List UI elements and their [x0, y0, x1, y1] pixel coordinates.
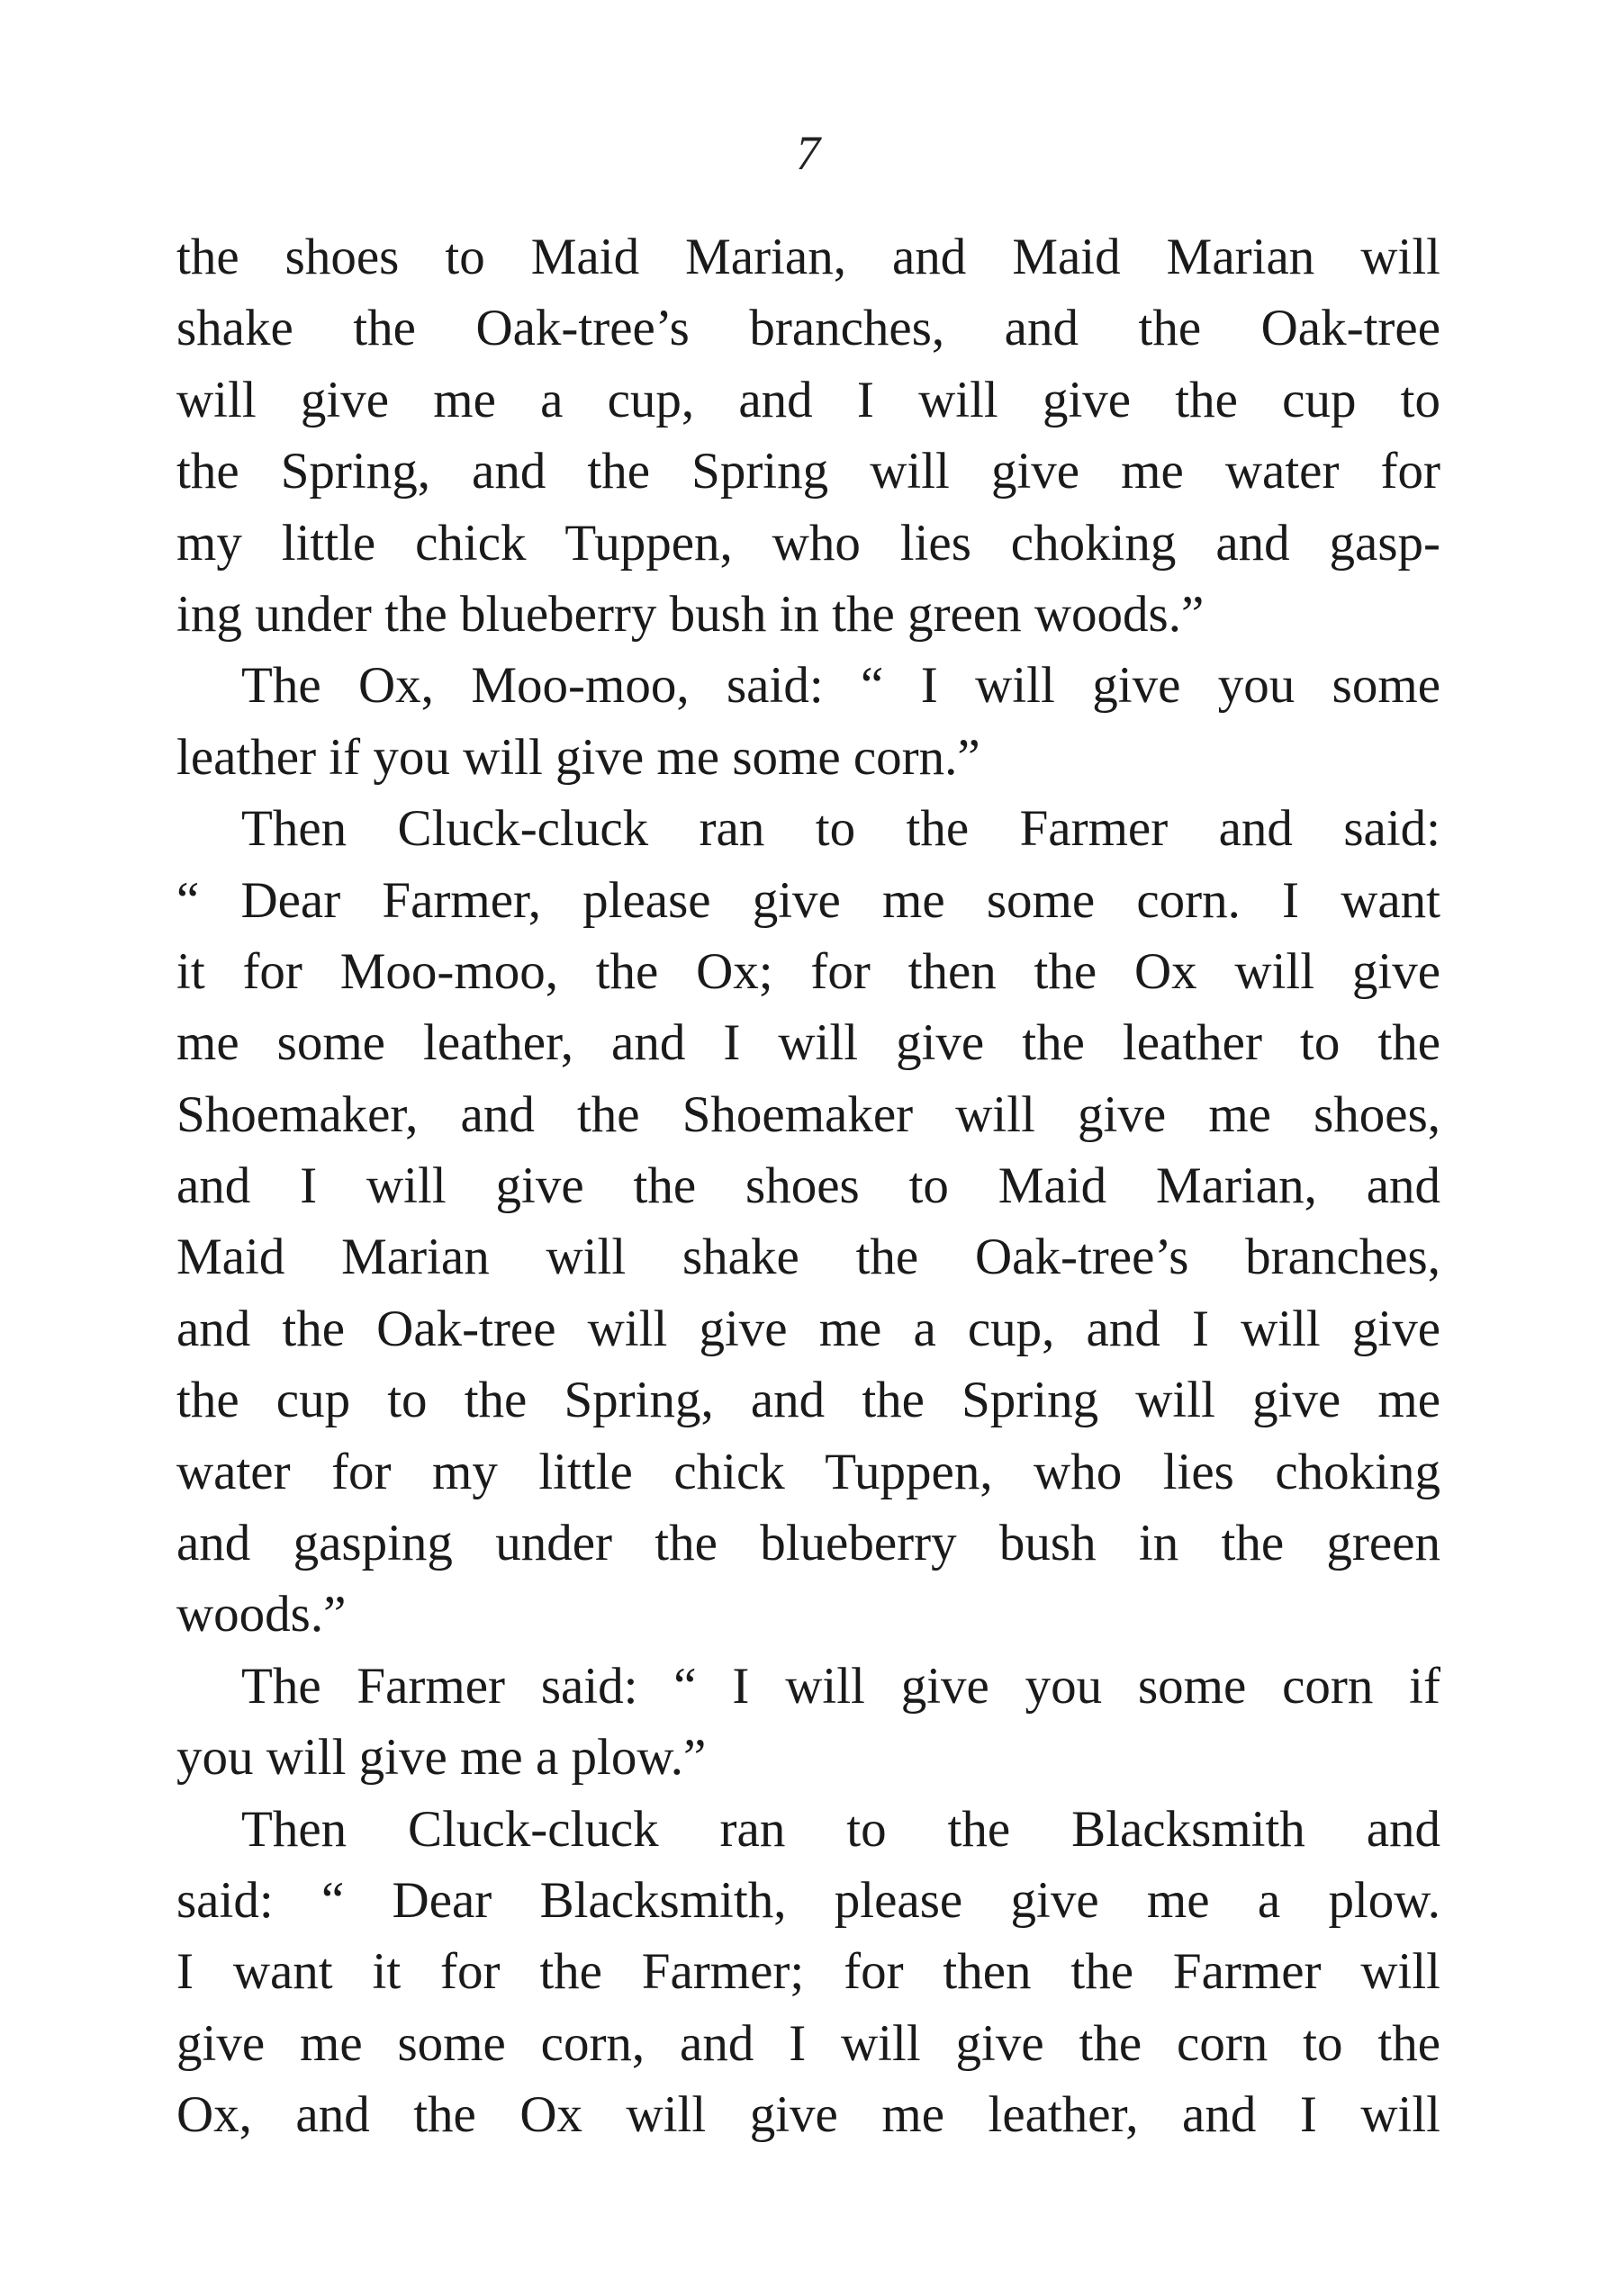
text-line: woods.”	[176, 1586, 347, 1643]
text-line: you will give me a plow.”	[176, 1729, 707, 1787]
text-line: Ox, and the Ox will give me leather, and I will	[176, 2086, 1440, 2144]
text-line: the cup to the Spring, and the Spring will give me	[176, 1372, 1440, 1429]
text-line: leather if you will give me some corn.”	[176, 728, 980, 786]
text-line: shake the Oak-tree’s branches, and the Oak-tree	[176, 300, 1440, 357]
text-line: Shoemaker, and the Shoemaker will give me shoes,	[176, 1085, 1440, 1143]
page-number: 7	[796, 126, 820, 180]
text-line: and I will give the shoes to Maid Marian, and	[176, 1157, 1440, 1215]
text-line: The Ox, Moo-moo, said: “ I will give you some	[241, 657, 1440, 715]
text-line: Maid Marian will shake the Oak-tree’s branches,	[176, 1229, 1440, 1286]
text-line: it for Moo-moo, the Ox; for then the Ox will give	[176, 942, 1440, 1000]
text-line: will give me a cup, and I will give the cup to	[176, 371, 1440, 428]
text-line: I want it for the Farmer; for then the Farmer will	[176, 1943, 1440, 2001]
text-line: said: “ Dear Blacksmith, please give me a plow.	[176, 1871, 1440, 1929]
text-line: Then Cluck-cluck ran to the Farmer and said:	[241, 800, 1440, 858]
text-line: “ Dear Farmer, please give me some corn. I want	[176, 871, 1440, 929]
text-line: the shoes to Maid Marian, and Maid Marian will	[176, 229, 1440, 285]
text-line: Then Cluck-cluck ran to the Blacksmith and	[241, 1800, 1440, 1858]
text-line: and the Oak-tree will give me a cup, and I will give	[176, 1300, 1440, 1357]
body-text	[176, 221, 1440, 2151]
text-line: the Spring, and the Spring will give me water for	[176, 443, 1440, 500]
text-line: my little chick Tuppen, who lies choking and gasp-	[176, 514, 1440, 572]
text-line: The Farmer said: “ I will give you some corn if	[241, 1657, 1440, 1715]
text-line: water for my little chick Tuppen, who lies choking	[176, 1443, 1440, 1500]
text-line: and gasping under the blueberry bush in the green	[176, 1515, 1440, 1572]
text-line: give me some corn, and I will give the corn to the	[176, 2014, 1440, 2072]
text-line: me some leather, and I will give the leather to the	[176, 1014, 1440, 1072]
text-line: ing under the blueberry bush in the green woods.”	[176, 585, 1205, 643]
